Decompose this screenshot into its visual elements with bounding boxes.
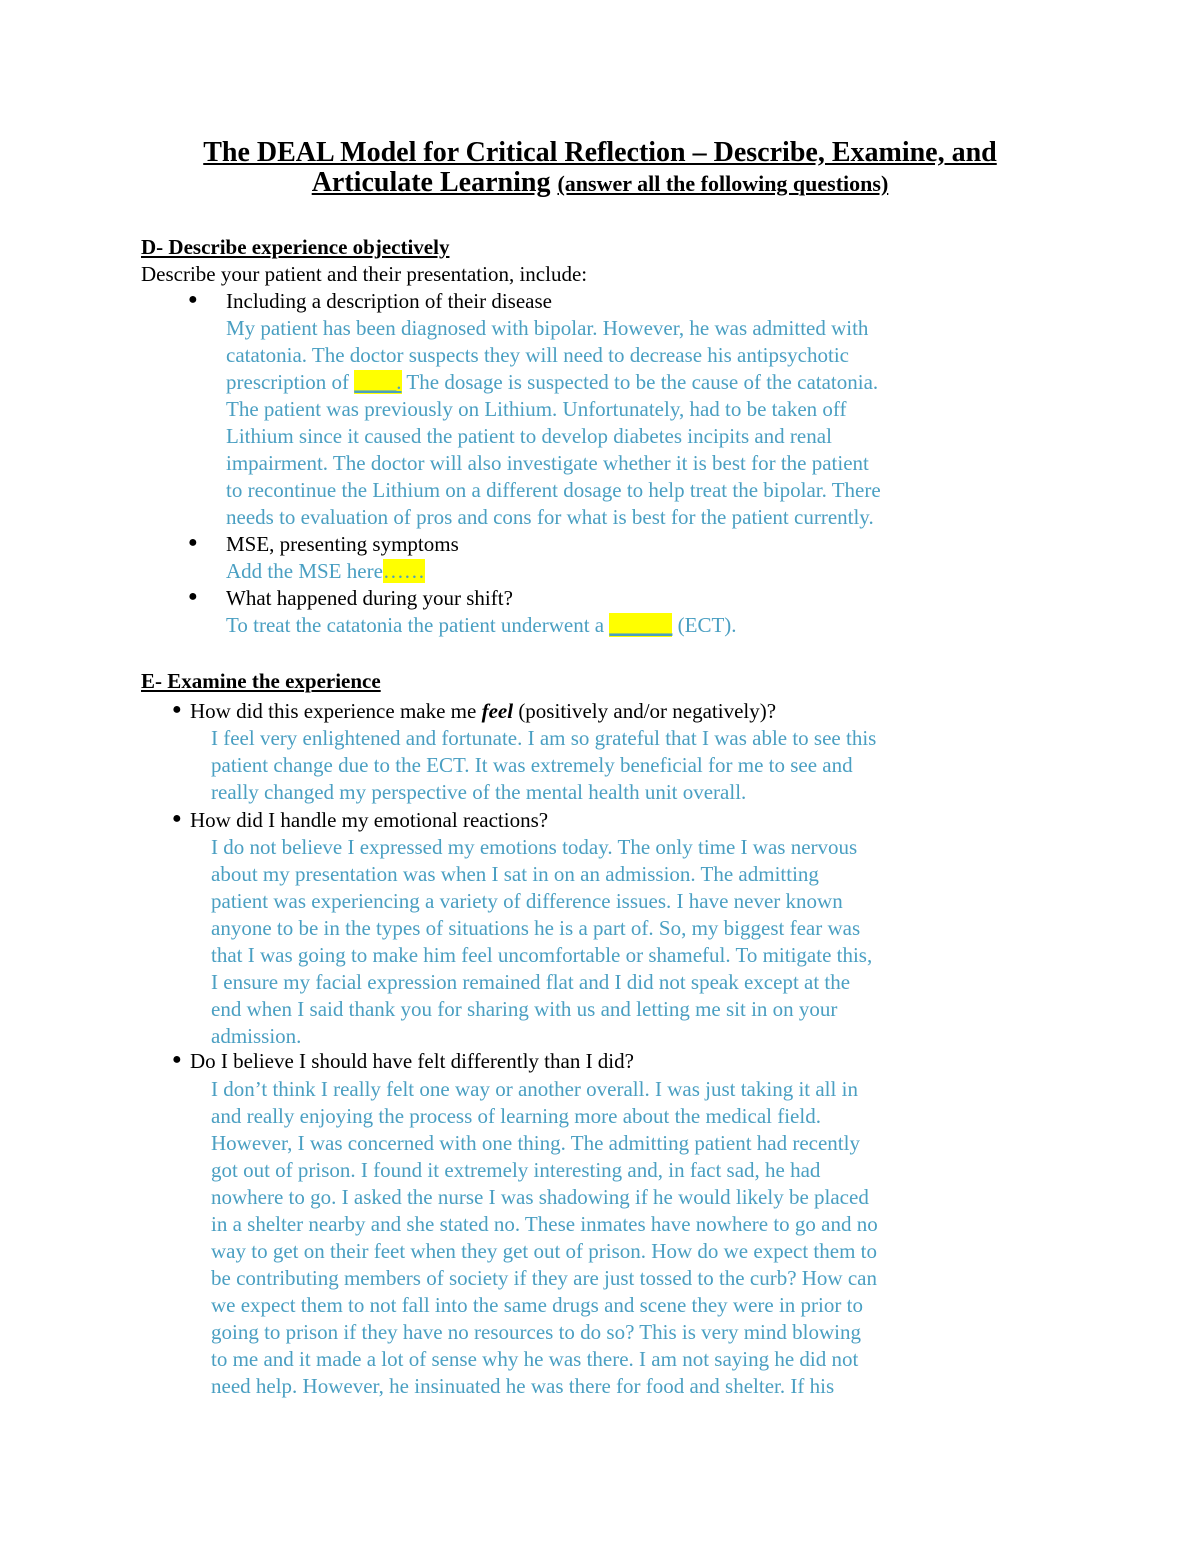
section-d-intro: Describe your patient and their presentation, include: <box>141 262 588 286</box>
answer-line: I do not believe I expressed my emotions today. The only time I was nervous <box>211 835 858 859</box>
bullet-icon: ● <box>172 1051 182 1068</box>
section-e-heading: E- Examine the experience <box>141 669 381 693</box>
title-line-2: Articulate Learning <box>311 167 551 198</box>
answer-line-text: Add the MSE here <box>226 559 383 583</box>
question-d3: What happened during your shift? <box>226 586 513 610</box>
highlighted-blank: ____. <box>354 370 402 394</box>
answer-line: needs to evaluation of pros and cons for what is best for the patient currently. <box>226 505 874 529</box>
answer-line: be contributing members of society if they are just tossed to the curb? How can <box>211 1266 877 1290</box>
bullet-icon: ● <box>172 810 182 827</box>
answer-line: I don’t think I really felt one way or another overall. I was just taking it all in <box>211 1077 858 1101</box>
answer-line: way to get on their feet when they get out of prison. How do we expect them to <box>211 1239 877 1263</box>
question-d1: Including a description of their disease <box>226 289 552 313</box>
answer-line: patient was experiencing a variety of difference issues. I have never known <box>211 889 843 913</box>
document-title <box>0 138 1200 199</box>
bullet-icon: ● <box>188 534 198 551</box>
answer-line: patient change due to the ECT. It was extremely beneficial for me to see and <box>211 753 853 777</box>
answer-line-text: prescription of <box>226 370 350 394</box>
answer-line: catatonia. The doctor suspects they will need to decrease his antipsychotic <box>226 343 849 367</box>
answer-e1 <box>211 725 991 806</box>
answer-line-text: To treat the catatonia the patient underwent a <box>226 613 605 637</box>
answer-line: However, I was concerned with one thing. The admitting patient had recently <box>211 1131 860 1155</box>
answer-line: and really enjoying the process of learning more about the medical field. <box>211 1104 821 1128</box>
answer-line: impairment. The doctor will also investigate whether it is best for the patient <box>226 451 869 475</box>
answer-d1 <box>226 315 986 531</box>
answer-line: nowhere to go. I asked the nurse I was shadowing if he would likely be placed <box>211 1185 869 1209</box>
question-text: How did this experience make me <box>190 699 477 723</box>
answer-line: I feel very enlightened and fortunate. I am so grateful that I was able to see this <box>211 726 877 750</box>
answer-line: we expect them to not fall into the same drugs and scene they were in prior to <box>211 1293 863 1317</box>
question-e3: Do I believe I should have felt differently than I did? <box>190 1049 634 1073</box>
answer-line: need help. However, he insinuated he was there for food and shelter. If his <box>211 1374 835 1398</box>
answer-line: really changed my perspective of the mental health unit overall. <box>211 780 747 804</box>
answer-line: that I was going to make him feel uncomfortable or shameful. To mitigate this, <box>211 943 873 967</box>
answer-line: about my presentation was when I sat in on an admission. The admitting <box>211 862 819 886</box>
answer-line: The patient was previously on Lithium. Unfortunately, had to be taken off <box>226 397 847 421</box>
bullet-icon: ● <box>172 701 182 718</box>
answer-d3 <box>226 612 737 639</box>
answer-line: Lithium since it caused the patient to develop diabetes incipits and renal <box>226 424 832 448</box>
answer-line: got out of prison. I found it extremely interesting and, in fact sad, he had <box>211 1158 821 1182</box>
answer-line-text: The dosage is suspected to be the cause of the catatonia. <box>406 370 879 394</box>
answer-e3 <box>211 1076 991 1400</box>
answer-d2 <box>226 558 425 585</box>
question-emphasis: feel <box>481 699 514 723</box>
question-e1 <box>190 698 776 725</box>
answer-line: to me and it made a lot of sense why he was there. I am not saying he did not <box>211 1347 859 1371</box>
bullet-icon: ● <box>188 291 198 308</box>
answer-line: end when I said thank you for sharing with us and letting me sit in on your <box>211 997 838 1021</box>
question-d2: MSE, presenting symptoms <box>226 532 459 556</box>
highlighted-blank: ______ <box>609 613 673 637</box>
bullet-icon: ● <box>188 588 198 605</box>
question-text: (positively and/or negatively)? <box>518 699 777 723</box>
answer-line: in a shelter nearby and she stated no. These inmates have nowhere to go and no <box>211 1212 878 1236</box>
answer-line: I ensure my facial expression remained flat and I did not speak except at the <box>211 970 851 994</box>
answer-line: to recontinue the Lithium on a different dosage to help treat the bipolar. There <box>226 478 881 502</box>
title-instruction: (answer all the following questions) <box>557 171 889 196</box>
question-e2: How did I handle my emotional reactions? <box>190 808 549 832</box>
answer-line <box>226 369 986 396</box>
answer-line: anyone to be in the types of situations he is a part of. So, my biggest fear was <box>211 916 861 940</box>
answer-line: admission. <box>211 1024 302 1048</box>
title-line-1: The DEAL Model for Critical Reflection – Describe, Examine, and <box>203 137 997 168</box>
highlighted-blank: …… <box>382 559 425 583</box>
section-d-heading: D- Describe experience objectively <box>141 235 450 259</box>
answer-line: My patient has been diagnosed with bipolar. However, he was admitted with <box>226 316 869 340</box>
answer-line-text: (ECT). <box>677 613 737 637</box>
answer-line: going to prison if they have no resources to do so? This is very mind blowing <box>211 1320 861 1344</box>
answer-e2 <box>211 834 991 1050</box>
